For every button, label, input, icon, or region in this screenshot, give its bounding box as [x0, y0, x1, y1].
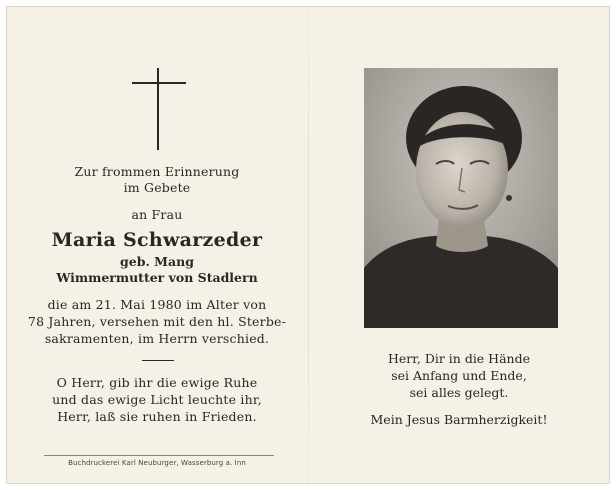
printer-credit: Buchdruckerei Karl Neuburger, Wasserburg a. Inn: [68, 459, 246, 467]
memorial-card: [6, 6, 610, 484]
prayer-line: O Herr, gib ihr die ewige Ruhe: [56, 375, 258, 390]
motto: Mein Jesus Barmherzigkeit!: [370, 412, 548, 427]
birth-name: geb. Mang: [120, 254, 194, 269]
footer-rule: [44, 455, 274, 456]
salutation: an Frau: [131, 207, 183, 222]
death-line: die am 21. Mai 1980 im Alter von: [47, 297, 267, 312]
portrait-photo: [364, 68, 558, 328]
separator-rule: [142, 360, 174, 361]
verse-line: sei alles gelegt.: [409, 385, 509, 400]
prayer-line: und das ewige Licht leuchte ihr,: [52, 392, 262, 407]
intro-line-2: im Gebete: [123, 180, 191, 195]
left-panel: [6, 6, 308, 484]
role-title: Wimmermutter von Stadlern: [56, 270, 258, 285]
death-line: sakramenten, im Herrn verschied.: [44, 331, 270, 346]
death-line: 78 Jahren, versehen mit den hl. Sterbe-: [27, 314, 287, 329]
verse-line: sei Anfang und Ende,: [391, 368, 527, 383]
cross-icon: [132, 68, 186, 150]
prayer-line: Herr, laß sie ruhen in Frieden.: [57, 409, 257, 424]
verse-line: Herr, Dir in die Hände: [388, 351, 530, 366]
deceased-name: Maria Schwarzeder: [51, 229, 263, 251]
intro-line-1: Zur frommen Erinnerung: [74, 164, 240, 179]
right-panel: [308, 6, 610, 484]
